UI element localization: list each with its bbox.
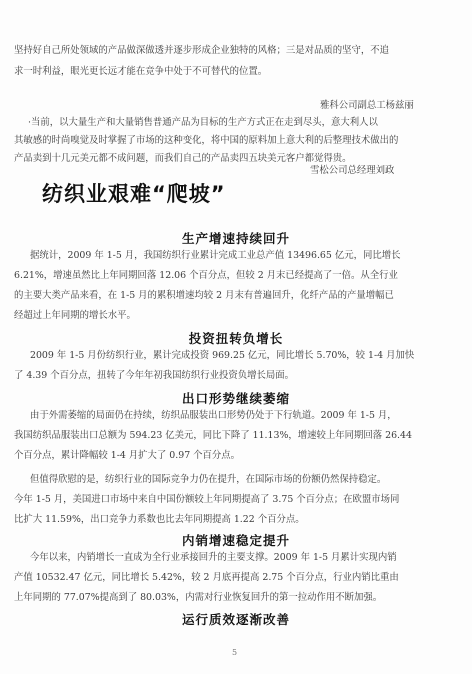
section-investment-line-2: 了 4.39 个百分点，扭转了今年年初我国纺织行业投资负增长局面。 [14, 370, 294, 381]
section-export-line-3: 个百分点，累计降幅较 1-4 月扩大了 0.97 个百分点。 [14, 450, 241, 461]
section-export-line-6: 比扩大 11.59%，出口竞争力系数也比去年同期提高 1.22 个百分点。 [14, 514, 305, 525]
intro-line-1: 坚持好自己所处领域的产品做深做透并逐步形成企业独特的风格；三是对品质的坚守，不追 [14, 45, 390, 56]
section-export-line-4: 但值得欣慰的是，纺织行业的国际竞争力仍在提升，在国际市场的份额仍然保持稳定。 [30, 474, 387, 485]
intro-line-2: 求一时利益，眼光更长远才能在竞争中处于不可替代的位置。 [14, 66, 268, 77]
quote-line-1: ·当前，以大量生产和大量销售普通产品为目标的生产方式正在走到尽头，意大利人以 [28, 117, 378, 128]
section-domestic-line-1: 今年以来，内销增长一直成为全行业承接回升的主要支撑。2009 年 1-5 月累计实现内销 [30, 552, 397, 563]
section-production-line-2: 6.21%，增速虽然比上年同期回落 12.06 个百分点，但较 2 月末已经提高了一倍。从全行业 [14, 270, 398, 281]
section-heading-investment: 投资扭转负增长 [188, 331, 284, 346]
quote-signature-1: 雅科公司副总工杨兹丽 [320, 100, 414, 111]
section-production-line-4: 经超过上年同期的增长水平。 [14, 310, 136, 321]
quote-signature-2: 雪松公司总经理刘政 [310, 165, 395, 176]
section-investment-line-1: 2009 年 1-5 月份纺织行业，累计完成投资 969.25 亿元，同比增长 5.70%，较 1-4 月加快 [30, 350, 415, 361]
section-heading-efficiency: 运行质效逐渐改善 [181, 612, 290, 627]
page-number: 5 [232, 648, 238, 657]
section-export-line-5: 今年 1-5 月，美国进口市场中来自中国份额较上年同期提高了 3.75 个百分点；在欧盟市场同 [14, 494, 400, 505]
section-production-line-3: 的主要大类产品来看，在 1-5 月的累积增速均较 2 月末有普遍回升，化纤产品的产量增幅已 [14, 290, 394, 301]
quote-line-2: 其敏感的时尚嗅觉及时掌握了市场的这种变化，将中国的原料加上意大利的后整理技术做出的 [14, 135, 399, 146]
section-export-line-1: 由于外需萎缩的局面仍在持续，纺织品服装出口形势仍处于下行轨道。2009 年 1-5 月， [30, 410, 397, 421]
section-domestic-line-2: 产值 10532.47 亿元，同比增长 5.42%，较 2 月底再提高 2.75 个百分点，行业内销比重由 [14, 572, 399, 583]
section-domestic-line-3: 上年同期的 77.07%提高到了 80.03%，内需对行业恢复回升的第一拉动作用不断加强。 [14, 592, 383, 603]
section-export-line-2: 我国纺织品服装出口总额为 594.23 亿美元，同比下降了 11.13%，增速较上年同期回落 26.44 [14, 430, 412, 441]
section-heading-domestic-sales: 内销增速稳定提升 [181, 533, 290, 548]
section-production-line-1: 据统计，2009 年 1-5 月，我国纺织行业累计完成工业总产值 13496.65 亿元，同比增长 [30, 250, 401, 261]
section-heading-export: 出口形势继续萎缩 [181, 391, 290, 406]
quote-line-3: 产品卖到十几元美元都不成问题，而我们自己的产品卖四五块美元客户都觉得贵。 [14, 153, 352, 164]
article-title: 纺织业艰难“爬坡” [42, 182, 226, 206]
section-heading-production: 生产增速持续回升 [181, 231, 290, 246]
